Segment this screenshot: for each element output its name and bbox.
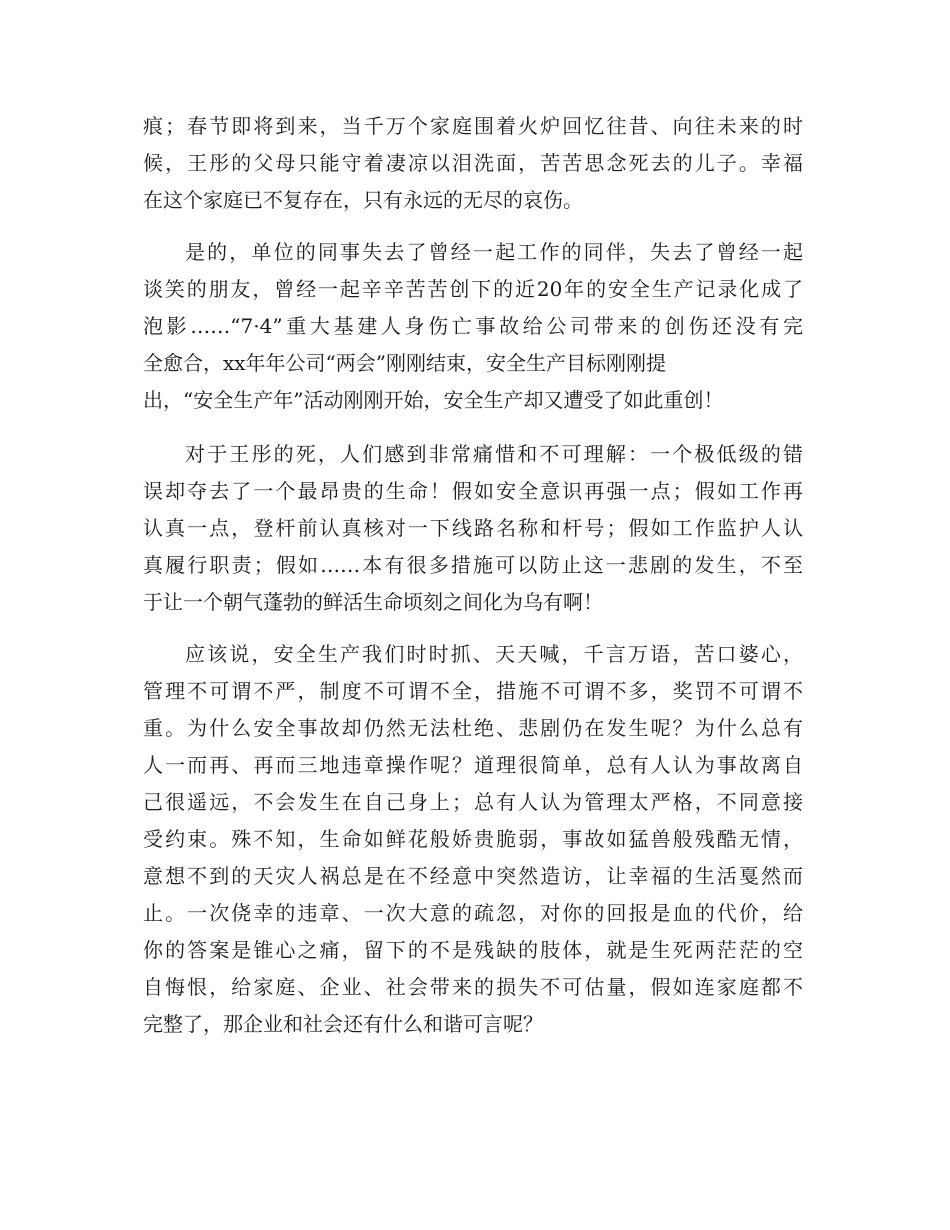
paragraph-2 — [143, 234, 803, 419]
paragraph-line: 管理不可谓不严，制度不可谓不全，措施不可谓不多，奖罚不可谓不 — [143, 679, 803, 703]
paragraph-line: 谈笑的朋友，曾经一起辛辛苦苦创下的近20年的安全生产记录化成了 — [143, 277, 803, 301]
paragraph-line: 意想不到的天灾人祸总是在不经意中突然造访，让幸福的生活戛然而 — [143, 864, 803, 888]
paragraph-line: 候，王彤的父母只能守着凄凉以泪洗面，苦苦思念死去的儿子。幸福 — [143, 151, 803, 175]
paragraph-line: 己很遥远，不会发生在自己身上；总有人认为管理太严格，不同意接 — [143, 790, 803, 814]
paragraph-1 — [143, 108, 803, 219]
paragraph-line: 止。一次侥幸的违章、一次大意的疏忽，对你的回报是血的代价，给 — [143, 901, 803, 925]
paragraph-line: 认真一点，登杆前认真核对一下线路名称和杆号；假如工作监护人认 — [143, 516, 803, 540]
paragraph-line: 受约束。殊不知，生命如鲜花般娇贵脆弱，事故如猛兽般残酷无情， — [143, 827, 803, 851]
paragraph-line: 出，“安全生产年”活动刚刚开始，安全生产却又遭受了如此重创！ — [143, 388, 724, 412]
paragraph-line: 重。为什么安全事故却仍然无法杜绝、悲剧仍在发生呢？为什么总有 — [143, 716, 803, 740]
paragraph-line: 在这个家庭已不复存在，只有永远的无尽的哀伤。 — [143, 188, 583, 212]
paragraph-line: 真履行职责；假如……本有很多措施可以防止这一悲剧的发生，不至 — [143, 553, 803, 577]
paragraph-line: 人一而再、再而三地违章操作呢？道理很简单，总有人认为事故离自 — [143, 753, 803, 777]
paragraph-line: 于让一个朝气蓬勃的鲜活生命顷刻之间化为乌有啊！ — [143, 590, 603, 614]
paragraph-line: 对于王彤的死，人们感到非常痛惜和不可理解：一个极低级的错 — [185, 442, 803, 466]
paragraph-line: 自悔恨，给家庭、企业、社会带来的损失不可估量，假如连家庭都不 — [143, 975, 803, 999]
paragraph-4 — [143, 636, 803, 1043]
paragraph-line: 误却夺去了一个最昂贵的生命！假如安全意识再强一点；假如工作再 — [143, 479, 803, 503]
paragraph-line: 是的，单位的同事失去了曾经一起工作的同伴，失去了曾经一起 — [185, 240, 803, 264]
paragraph-line: 你的答案是锥心之痛，留下的不是残缺的肢体，就是生死两茫茫的空 — [143, 938, 803, 962]
paragraph-3 — [143, 436, 803, 621]
paragraph-line: 完整了，那企业和社会还有什么和谐可言呢？ — [143, 1012, 543, 1036]
paragraph-line: 全愈合，xx年年公司“两会”刚刚结束，安全生产目标刚刚提 — [143, 351, 667, 375]
paragraph-line: 泡影……“7·4”重大基建人身伤亡事故给公司带来的创伤还没有完 — [143, 314, 803, 338]
paragraph-line: 痕；春节即将到来，当千万个家庭围着火炉回忆往昔、向往未来的时 — [143, 114, 803, 138]
paragraph-line: 应该说，安全生产我们时时抓、天天喊，千言万语，苦口婆心， — [185, 642, 803, 666]
